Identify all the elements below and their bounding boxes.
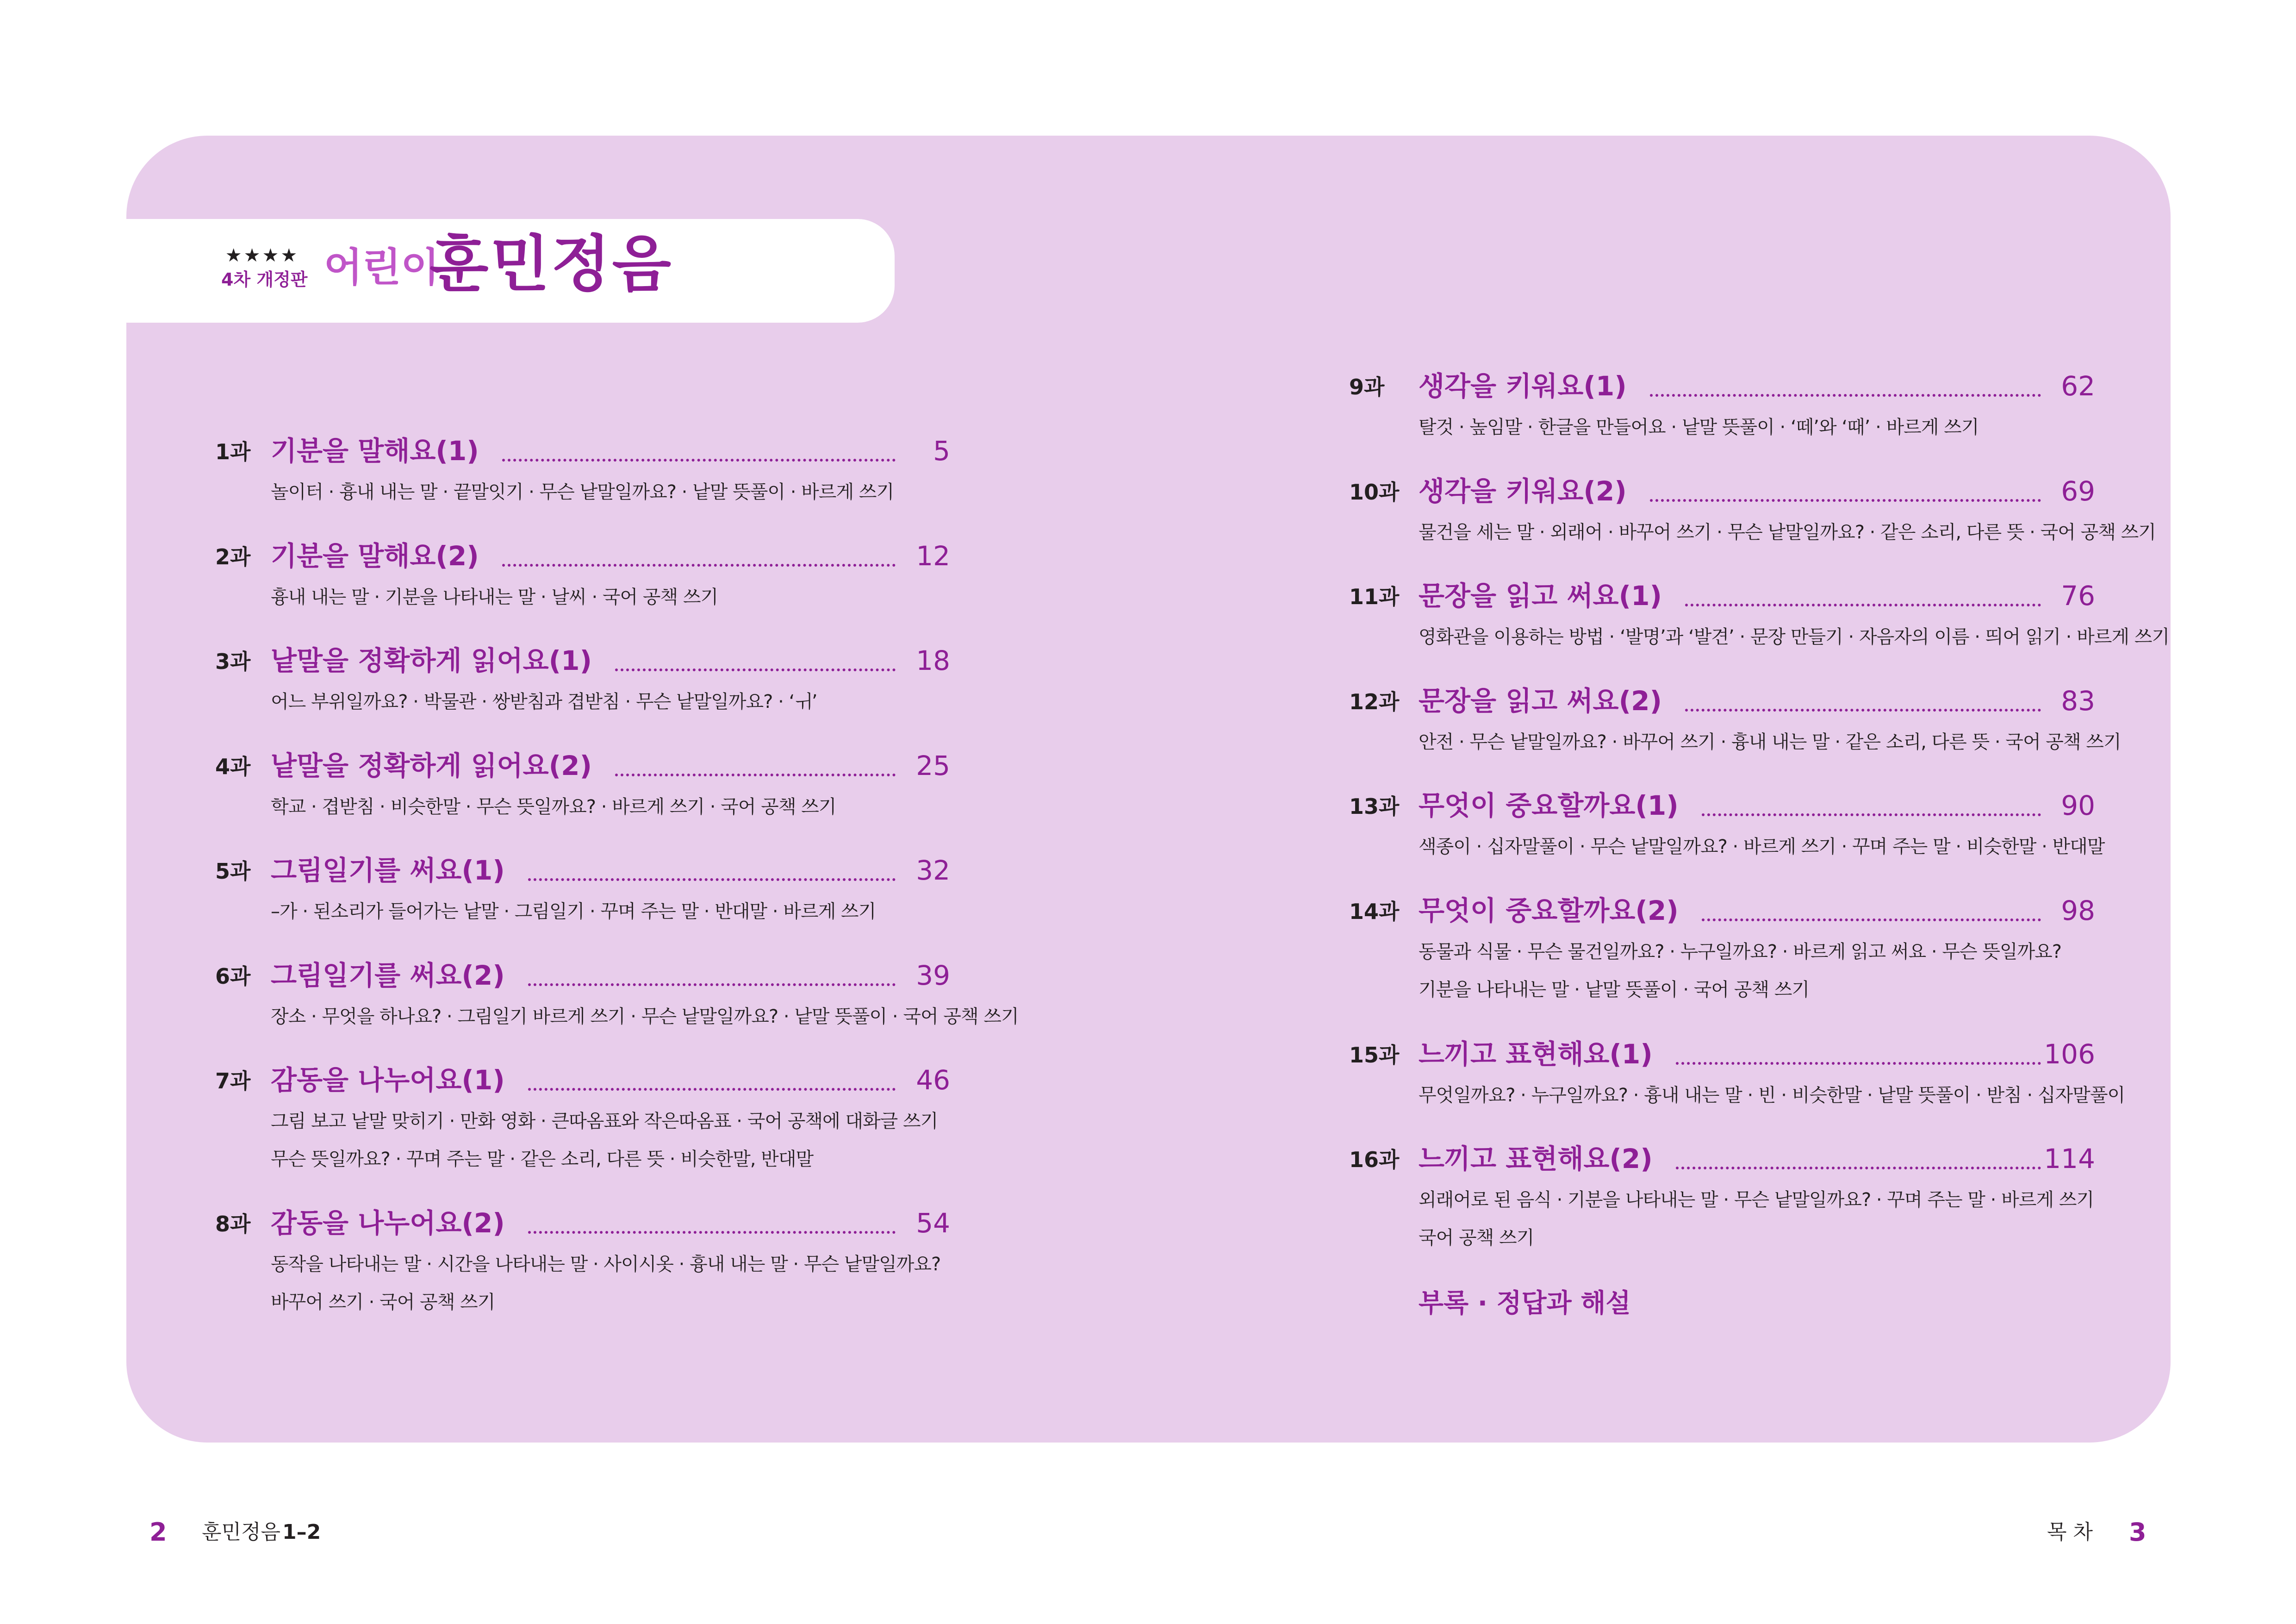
brand-title: 훈민정음 (429, 229, 673, 300)
lesson-description: 놀이터 · 흉내 내는 말 · 끝말잇기 · 무슨 낱말일까요? · 낱말 뜻풀이 · 바르게 쓰기 (271, 481, 894, 503)
dot-leader (1676, 1043, 2041, 1065)
lesson-description: 안전 · 무슨 낱말일까요? · 바꾸어 쓰기 · 흉내 내는 말 · 같은 소리, 다른 뜻 · 국어 공책 쓰기 (1419, 731, 2121, 753)
lesson-title[interactable]: 문장을 읽고 써요(2) (1419, 685, 1662, 717)
lesson-description: 무슨 뜻일까요? · 꾸며 주는 말 · 같은 소리, 다른 뜻 · 비슷한말, 반대말 (271, 1149, 814, 1170)
lesson-number: 11과 (1349, 584, 1400, 609)
dot-leader (528, 1069, 896, 1091)
lesson-number: 2과 (215, 544, 251, 569)
left-page-number: 2 (149, 1518, 167, 1547)
dot-leader (615, 650, 896, 671)
lesson-number: 7과 (215, 1068, 251, 1093)
lesson-title[interactable]: 느끼고 표현해요(1) (1419, 1038, 1653, 1070)
toc-background-panel (126, 136, 2171, 1443)
lesson-page-number[interactable]: 25 (916, 750, 950, 781)
dot-leader (1685, 690, 2041, 712)
lesson-number: 5과 (215, 859, 251, 884)
lesson-title[interactable]: 낱말을 정확하게 읽어요(1) (271, 645, 592, 676)
dot-leader (1650, 375, 2041, 397)
lesson-number: 8과 (215, 1212, 251, 1237)
right-footer-title: 목 차 (2047, 1520, 2093, 1544)
lesson-number: 16과 (1349, 1147, 1400, 1172)
edition-label: 4차 개정판 (221, 269, 308, 290)
lesson-title[interactable]: 느끼고 표현해요(2) (1419, 1143, 1653, 1174)
dot-leader (502, 545, 896, 567)
lesson-title[interactable]: 생각을 키워요(2) (1419, 475, 1627, 507)
edition-stars: ★★★★ (225, 245, 299, 266)
dot-leader (502, 440, 896, 462)
lesson-title[interactable]: 낱말을 정확하게 읽어요(2) (271, 750, 592, 781)
lesson-title[interactable]: 생각을 키워요(1) (1419, 370, 1627, 402)
dot-leader (528, 1212, 896, 1234)
lesson-description: 흉내 내는 말 · 기분을 나타내는 말 · 날씨 · 국어 공책 쓰기 (271, 587, 718, 608)
lesson-page-number[interactable]: 46 (916, 1064, 950, 1096)
lesson-number: 15과 (1349, 1043, 1400, 1068)
lesson-title[interactable]: 감동을 나누어요(1) (271, 1064, 505, 1096)
left-footer-title: 훈민정음 (202, 1520, 281, 1544)
lesson-page-number[interactable]: 98 (2061, 895, 2095, 926)
lesson-page-number[interactable]: 83 (2061, 685, 2095, 717)
lesson-page-number[interactable]: 76 (2061, 580, 2095, 612)
lesson-description: –가 · 된소리가 들어가는 낱말 · 그림일기 · 꾸며 주는 말 · 반대말 · 바르게 쓰기 (271, 901, 876, 922)
lesson-page-number[interactable]: 106 (2044, 1038, 2095, 1070)
lesson-title[interactable]: 감동을 나누어요(2) (271, 1207, 505, 1239)
lesson-page-number[interactable]: 39 (916, 960, 950, 991)
lesson-page-number[interactable]: 114 (2044, 1143, 2095, 1174)
lesson-number: 1과 (215, 439, 251, 464)
lesson-title[interactable]: 무엇이 중요할까요(1) (1419, 790, 1679, 821)
lesson-page-number[interactable]: 5 (933, 435, 950, 467)
lesson-number: 4과 (215, 754, 251, 779)
lesson-description: 바꾸어 쓰기 · 국어 공책 쓰기 (271, 1292, 495, 1313)
lesson-page-number[interactable]: 62 (2061, 370, 2095, 402)
lesson-description: 색종이 · 십자말풀이 · 무슨 낱말일까요? · 바르게 쓰기 · 꾸며 주는 말 · 비슷한말 · 반대말 (1419, 836, 2105, 857)
appendix-entry[interactable]: 부록 · 정답과 해설 (1419, 1288, 1631, 1318)
lesson-number: 10과 (1349, 480, 1400, 505)
lesson-title[interactable]: 그림일기를 써요(1) (271, 855, 505, 886)
lesson-number: 3과 (215, 649, 251, 674)
lesson-number: 12과 (1349, 689, 1400, 714)
lesson-description: 물건을 세는 말 · 외래어 · 바꾸어 쓰기 · 무슨 낱말일까요? · 같은 소리, 다른 뜻 · 국어 공책 쓰기 (1419, 522, 2156, 543)
lesson-page-number[interactable]: 69 (2061, 475, 2095, 507)
dot-leader (1650, 481, 2041, 502)
lesson-page-number[interactable]: 32 (916, 855, 950, 886)
lesson-page-number[interactable]: 54 (916, 1207, 950, 1239)
lesson-description: 학교 · 겹받침 · 비슷한말 · 무슨 뜻일까요? · 바르게 쓰기 · 국어 공책 쓰기 (271, 796, 836, 818)
dot-leader (1685, 585, 2041, 606)
brand-prefix: 어린이 (324, 244, 440, 291)
lesson-description: 그림 보고 낱말 맞히기 · 만화 영화 · 큰따옴표와 작은따옴표 · 국어 공책에 대화글 쓰기 (271, 1111, 938, 1132)
lesson-title[interactable]: 문장을 읽고 써요(1) (1419, 580, 1662, 612)
lesson-page-number[interactable]: 90 (2061, 790, 2095, 821)
lesson-number: 13과 (1349, 794, 1400, 819)
dot-leader (615, 755, 896, 776)
lesson-description: 국어 공책 쓰기 (1419, 1227, 1534, 1249)
lesson-description: 장소 · 무엇을 하나요? · 그림일기 바르게 쓰기 · 무슨 낱말일까요? · 낱말 뜻풀이 · 국어 공책 쓰기 (271, 1006, 1019, 1027)
lesson-number: 9과 (1349, 375, 1385, 400)
lesson-description: 동작을 나타내는 말 · 시간을 나타내는 말 · 사이시옷 · 흉내 내는 말 · 무슨 낱말일까요? (271, 1254, 941, 1275)
lesson-title[interactable]: 그림일기를 써요(2) (271, 960, 505, 991)
lesson-description: 탈것 · 높임말 · 한글을 만들어요 · 낱말 뜻풀이 · ‘떼’와 ‘때’ · 바르게 쓰기 (1419, 417, 1979, 438)
lesson-description: 어느 부위일까요? · 박물관 · 쌍받침과 겹받침 · 무슨 낱말일까요? · ‘ㅟ’ (271, 691, 817, 712)
lesson-description: 영화관을 이용하는 방법 · ‘발명’과 ‘발견’ · 문장 만들기 · 자음자의 이름 · 띄어 읽기 · 바르게 쓰기 (1419, 626, 2169, 648)
lesson-description: 무엇일까요? · 누구일까요? · 흉내 내는 말 · 빈 · 비슷한말 · 낱말 뜻풀이 · 받침 · 십자말풀이 (1419, 1085, 2125, 1106)
lesson-title[interactable]: 기분을 말해요(1) (271, 435, 479, 467)
lesson-number: 6과 (215, 964, 251, 989)
lesson-title[interactable]: 기분을 말해요(2) (271, 540, 479, 572)
lesson-title[interactable]: 무엇이 중요할까요(2) (1419, 895, 1679, 926)
lesson-page-number[interactable]: 12 (916, 540, 950, 572)
lesson-number: 14과 (1349, 899, 1400, 924)
dot-leader (528, 965, 896, 986)
lesson-description: 기분을 나타내는 말 · 낱말 뜻풀이 · 국어 공책 쓰기 (1419, 979, 1810, 1000)
lesson-page-number[interactable]: 18 (916, 645, 950, 676)
dot-leader (1702, 795, 2041, 816)
lesson-description: 외래어로 된 음식 · 기분을 나타내는 말 · 무슨 낱말일까요? · 꾸며 주는 말 · 바르게 쓰기 (1419, 1189, 2094, 1211)
dot-leader (1676, 1148, 2041, 1169)
dot-leader (528, 860, 896, 881)
right-page-number: 3 (2129, 1518, 2147, 1547)
lesson-description: 동물과 식물 · 무슨 물건일까요? · 누구일까요? · 바르게 읽고 써요 · 무슨 뜻일까요? (1419, 941, 2062, 962)
left-footer-level: 1–2 (282, 1520, 321, 1544)
dot-leader (1702, 900, 2041, 921)
